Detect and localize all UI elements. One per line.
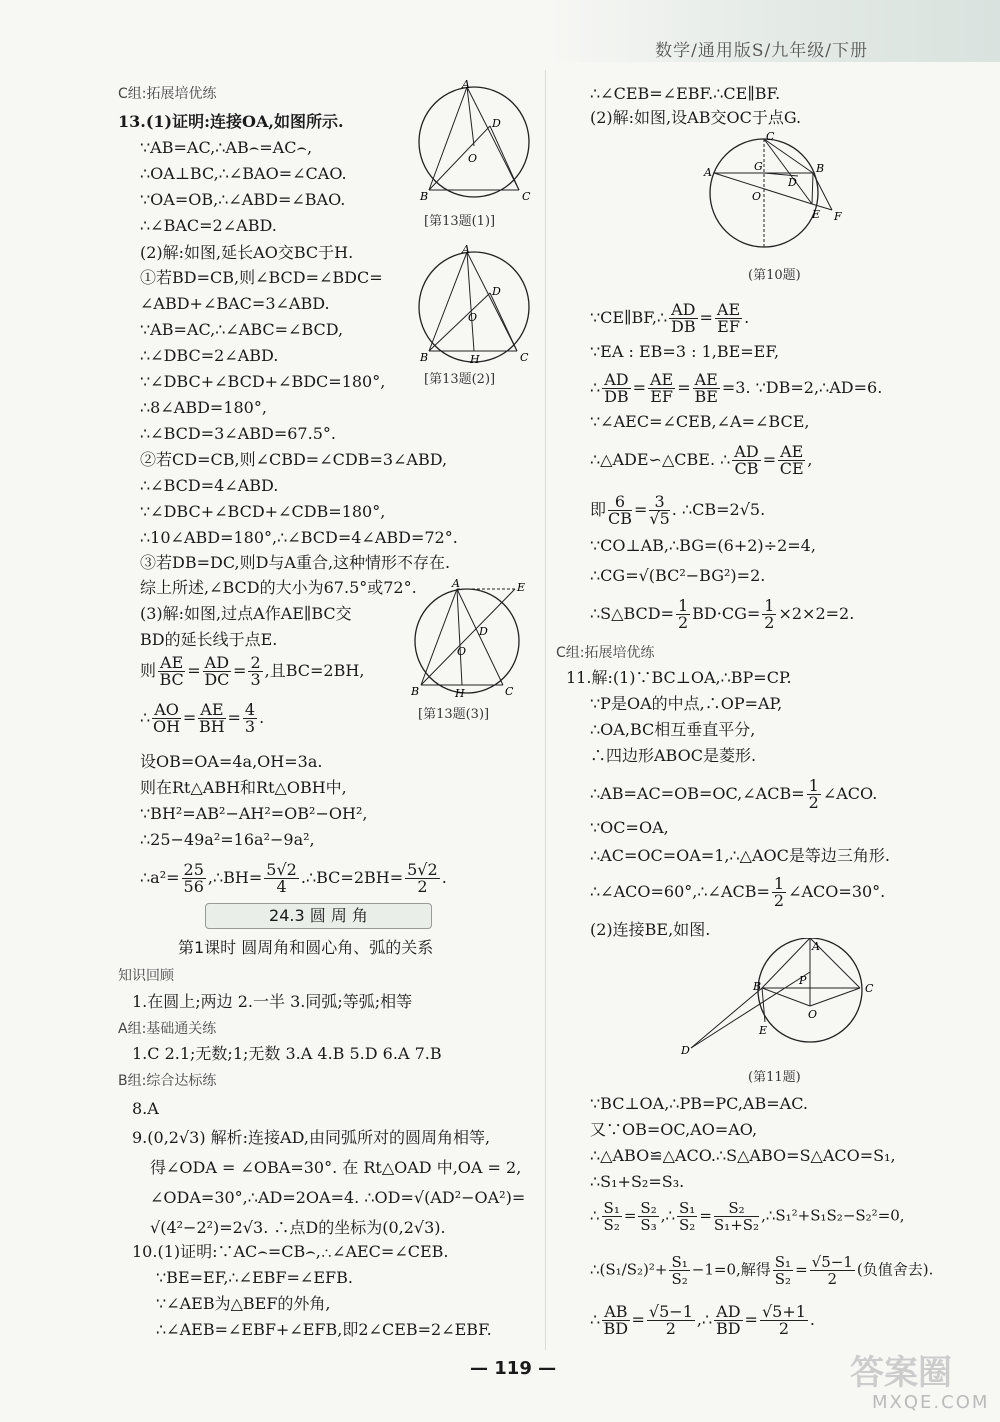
- column-divider: [545, 70, 546, 1350]
- q10-line: ∵BE=EF,∴∠EBF=∠EFB.: [156, 1268, 353, 1287]
- section-c-title-right: C组:拓展培优练: [556, 645, 655, 661]
- q10-line-r8: 即 $\frac{6}{CB}$ = $\frac{3}{√5}$ . ∴CB=2√5.: [590, 492, 766, 528]
- q9-line: √(4²−2²)=2√3. ∴点D的坐标为(0,2√3).: [150, 1218, 446, 1237]
- q13-line: (2)解:如图,延长AO交BC于H.: [140, 243, 354, 262]
- fig1-label-b: B: [420, 190, 429, 203]
- fig3-label-o: O: [457, 645, 467, 658]
- q11-line-r23: ∴△ABO≌△ACO.∴S△ABO=S△ACO=S₁,: [590, 1146, 896, 1165]
- q11-line: ∵P是OA的中点,∴OP=AP,: [590, 694, 783, 713]
- section-review-title: 知识回顾: [118, 968, 174, 984]
- fig3-label-e: E: [517, 581, 526, 594]
- fig11-label-c: C: [865, 982, 874, 995]
- header-title: 数学/通用版S/九年级/下册: [655, 41, 868, 61]
- q11-line: 11.解:(1)∵BC⊥OA,∴BP=CP.: [566, 668, 792, 687]
- q13-line: ②若CD=CB,则∠CBD=∠CDB=3∠ABD,: [140, 450, 448, 469]
- fig2-label-h: H: [470, 353, 480, 366]
- q10-line: ∵∠AEB为△BEF的外角,: [156, 1294, 331, 1313]
- leftLines2-line: ∴25−49a²=16a²−9a²,: [140, 830, 315, 849]
- q11-line-r19: ∴∠ACO=60°,∴∠ACB= $\frac{1}{2}$ ∠ACO=30°.: [590, 874, 886, 910]
- q13-line-final: ∴a²= $\frac{25}{56}$ ,∴BH= $\frac{5√2}{4}$ .∴BC=2BH= $\frac{5√2}{2}$ .: [140, 860, 447, 896]
- q13-line: ∠ABD+∠BAC=3∠ABD.: [140, 294, 330, 313]
- q13-line: ∵AB=AC,∴AB⌢=AC⌢,: [140, 138, 313, 157]
- q9-line: ∠ODA=30°,∴AD=2OA=4. ∴OD=√(AD²−OA²)=: [150, 1188, 526, 1207]
- q13-line: ∴∠DBC=2∠ABD.: [140, 346, 279, 365]
- fig11-label-b: B: [753, 980, 762, 993]
- section-banner: 24.3 圆 周 角: [205, 903, 432, 929]
- watermark-logo: 答案圈: [850, 1353, 952, 1393]
- q10-line-r4: ∵EA : EB=3 : 1,BE=EF,: [590, 342, 780, 361]
- q10-line-r1: ∴∠CEB=∠EBF.∴CE∥BF.: [590, 84, 781, 103]
- fig1-label-o: O: [468, 152, 478, 165]
- q11-line: ∴OA,BC相互垂直平分,: [590, 720, 756, 739]
- fig11-label-p: P: [799, 974, 807, 987]
- q10-line-r9: ∵CO⊥AB,∴BG=(6+2)÷2=4,: [590, 536, 816, 555]
- q13-line: ∴10∠ABD=180°,∴∠BCD=4∠ABD=72°.: [140, 528, 458, 547]
- fig11-label-d: D: [681, 1044, 690, 1057]
- page-number: — 119 —: [470, 1358, 557, 1379]
- q11-line-r22: 又∵OB=OC,AO=AO,: [590, 1120, 758, 1139]
- q13-line: ∴∠BCD=4∠ABD.: [140, 476, 279, 495]
- q10-line-r10: ∴CG=√(BC²−BG²)=2.: [590, 566, 766, 585]
- caption-13-2: [第13题(2)]: [424, 372, 496, 387]
- q13-line: (3)解:如图,过点A作AE∥BC交: [140, 604, 352, 623]
- figure-13-2: [412, 245, 542, 375]
- q13-line: 13.(1)证明:连接OA,如图所示.: [118, 112, 344, 131]
- fig10-label-o: O: [752, 190, 762, 203]
- figure-13-1: [412, 80, 542, 210]
- q11-line-r20: (2)连接BE,如图.: [590, 920, 711, 939]
- q13-line: ∵OA=OB,∴∠ABD=∠BAO.: [140, 190, 346, 209]
- q11-line-r16: ∴AB=AC=OB=OC,∠ACB= $\frac{1}{2}$ ∠ACO.: [590, 776, 878, 812]
- fig3-label-b: B: [411, 685, 420, 698]
- fig10-label-c: C: [766, 130, 775, 143]
- fig2-label-o: O: [468, 311, 478, 324]
- leftLines2-line: 设OB=OA=4a,OH=3a.: [140, 752, 323, 771]
- fig11-label-e: E: [759, 1024, 768, 1037]
- fig3-label-h: H: [455, 687, 465, 700]
- q10-line-r2: (2)解:如图,设AB交OC于点G.: [590, 108, 802, 127]
- q13-line: ∴∠BCD=3∠ABD=67.5°.: [140, 424, 336, 443]
- section-c-title: C组:拓展培优练: [118, 86, 217, 102]
- q10-line: ∴∠AEB=∠EBF+∠EFB,即2∠CEB=2∠EBF.: [156, 1320, 492, 1339]
- fig11-label-a: A: [812, 940, 820, 953]
- leftLines2-line: 则在Rt△ABH和Rt△OBH中,: [140, 778, 347, 797]
- fig2-label-d: D: [492, 285, 501, 298]
- caption-13-3: [第13题(3)]: [418, 707, 490, 722]
- q13-line: ③若DB=DC,则D与A重合,这种情形不存在.: [140, 553, 451, 572]
- caption-13-1: [第13题(1)]: [424, 214, 496, 229]
- caption-11: (第11题): [748, 1070, 801, 1085]
- q10-line-r7: ∴△ADE∽△CBE. ∴ $\frac{AD}{CB}$ = $\frac{AE}{CE}$ ,: [590, 442, 813, 478]
- fig11-label-o: O: [808, 1008, 818, 1021]
- review-answers: 1.在圆上;两边 2.一半 3.同弧;等弧;相等: [132, 992, 413, 1011]
- page-header: [0, 0, 1000, 62]
- figure-13-3: [405, 573, 535, 703]
- q13-line: ∵∠DBC+∠BCD+∠CDB=180°,: [140, 502, 386, 521]
- fig1-label-a: A: [462, 80, 470, 91]
- q13-line: ∴OA⊥BC,∴∠BAO=∠CAO.: [140, 164, 347, 183]
- q11-line-r26: ∴(S₁/S₂)²+ $\frac{\text{S₁}}{\text{S₂}}$ −1=0,解得 $\frac{\text{S₁}}{\text{S₂}}$ = $\frac{√5-1}{2}$ (负值舍去).: [590, 1253, 934, 1288]
- q13-line: ∴∠BAC=2∠ABD.: [140, 216, 277, 235]
- q10-line: 10.(1)证明:∵AC⌢=CB⌢,∴∠AEC=∠CEB.: [132, 1242, 449, 1261]
- q13-line-ratio2: ∴ $\frac{AO}{OH}$ = $\frac{AE}{BH}$ = $\frac{4}{3}$ .: [140, 700, 265, 736]
- fig3-label-c: C: [505, 685, 514, 698]
- q11-line-r18: ∴AC=OC=OA=1,∴△AOC是等边三角形.: [590, 846, 890, 865]
- figure-11: [675, 938, 885, 1063]
- fig10-label-f: F: [834, 210, 842, 223]
- a-answers: 1.C 2.1;无数;1;无数 3.A 4.B 5.D 6.A 7.B: [132, 1044, 442, 1063]
- fig2-label-b: B: [420, 351, 429, 364]
- q10-line-r11: ∴S△BCD= $\frac{1}{2}$ BD·CG= $\frac{1}{2}$ ×2×2=2.: [590, 596, 855, 632]
- fig3-label-a: A: [452, 577, 460, 590]
- b-answer-8: 8.A: [132, 1099, 159, 1118]
- q11-line-r25: ∴ $\frac{\text{S₁}}{\text{S₂}}$ = $\frac{\text{S₂}}{\text{S₃}}$ ,∴ $\frac{\text{S₁}}{\text{S₂}}$ = $\frac{\text{S₂}}{\text{S₁+S₂}}$ ,∴S₁²+S₁S₂−S₂²=0,: [590, 1199, 905, 1234]
- q13-line: ①若BD=CB,则∠BCD=∠BDC=: [140, 268, 383, 287]
- section-a-title: A组:基础通关练: [118, 1021, 217, 1037]
- q13-line: ∴8∠ABD=180°,: [140, 398, 267, 417]
- q11-line-r21: ∵BC⊥OA,∴PB=PC,AB=AC.: [590, 1094, 808, 1113]
- leftLines2-line: ∵BH²=AB²−AH²=OB²−OH²,: [140, 804, 368, 823]
- section-b-title: B组:综合达标练: [118, 1073, 217, 1089]
- q11-line-r17: ∵OC=OA,: [590, 818, 669, 837]
- lesson-subtitle: 第1课时 圆周角和圆心角、弧的关系: [178, 938, 434, 957]
- fig10-label-a: A: [704, 166, 712, 179]
- fig10-label-g: G: [754, 160, 763, 173]
- q13-line: ∵AB=AC,∴∠ABC=∠BCD,: [140, 320, 344, 339]
- fig3-label-d: D: [479, 625, 488, 638]
- fig2-label-c: C: [520, 351, 529, 364]
- q10-line-r5: ∴ $\frac{AD}{DB}$ = $\frac{AE}{EF}$ = $\frac{AE}{BE}$ =3. ∵DB=2,∴AD=6.: [590, 370, 883, 406]
- q13-line: ∵∠DBC+∠BCD+∠BDC=180°,: [140, 372, 386, 391]
- q11-line-r24: ∴S₁+S₂=S₃.: [590, 1172, 685, 1191]
- fig10-label-d: D: [788, 176, 797, 189]
- fig10-label-e: E: [812, 208, 821, 221]
- watermark-site: MXQE.COM: [872, 1392, 990, 1413]
- q13-line: 综上所述,∠BCD的大小为67.5°或72°.: [140, 578, 417, 597]
- fig1-label-c: C: [522, 190, 531, 203]
- figure-10: [700, 128, 850, 258]
- q9-line: 9.(0,2√3) 解析:连接AD,由同弧所对的圆周角相等,: [132, 1128, 491, 1147]
- q13-line: BD的延长线于点E.: [140, 630, 278, 649]
- q10-line-r3: ∵CE∥BF,∴ $\frac{AD}{DB}$ = $\frac{AE}{EF}$ .: [590, 300, 750, 336]
- q11-line: ∴四边形ABOC是菱形.: [590, 746, 757, 765]
- q10-line-r6: ∵∠AEC=∠CEB,∠A=∠BCE,: [590, 412, 810, 431]
- fig10-label-b: B: [816, 162, 825, 175]
- fig2-label-a: A: [462, 245, 470, 256]
- q9-line: 得∠ODA = ∠OBA=30°. 在 Rt△OAD 中,OA = 2,: [150, 1158, 522, 1177]
- q11-line-r27: ∴ $\frac{AB}{BD}$ = $\frac{√5-1}{2}$ ,∴ $\frac{AD}{BD}$ = $\frac{√5+1}{2}$ .: [590, 1302, 815, 1338]
- caption-10: (第10题): [748, 268, 801, 283]
- q13-line-ratio1: 则 $\frac{AE}{BC}$ = $\frac{AD}{DC}$ = $\frac{2}{3}$ ,且BC=2BH,: [140, 653, 365, 689]
- fig1-label-d: D: [492, 117, 501, 130]
